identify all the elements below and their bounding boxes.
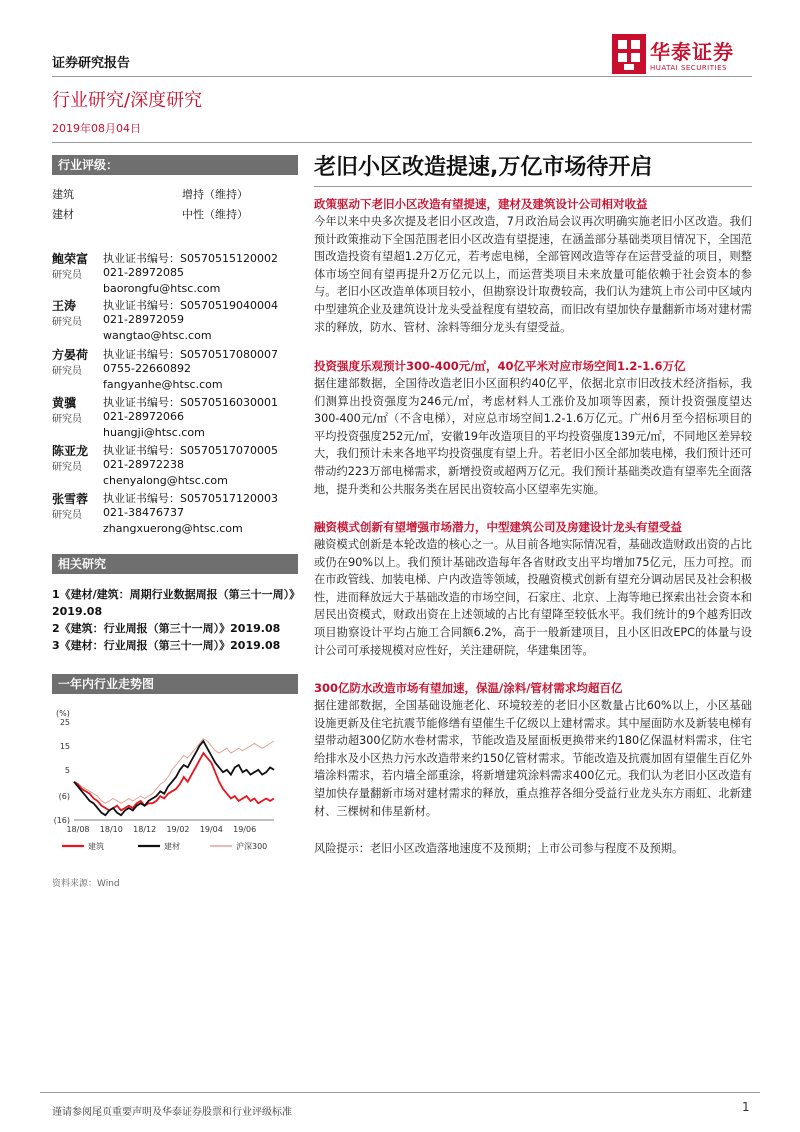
y-tick-label: 5 (64, 765, 70, 775)
analyst-phone: 021-28972066 (103, 410, 184, 423)
analyst-cert: 执业证书编号：S0570517070005 (103, 444, 278, 457)
risk-warning: 风险提示：老旧小区改造落地速度不及预期；上市公司参与程度不及预期。 (314, 842, 684, 855)
analyst-email[interactable]: huangji@htsc.com (103, 426, 205, 439)
rating-row (52, 206, 298, 224)
analyst-role: 研究员 (52, 366, 82, 377)
analyst-card (52, 250, 298, 298)
analyst-phone: 021-28972085 (103, 266, 184, 279)
analyst-role: 研究员 (52, 510, 82, 521)
analyst-phone: 021-28972059 (103, 313, 184, 326)
analyst-card (52, 394, 298, 442)
section-paragraph: 融资模式创新是本轮改造的核心之一。从目前各地实际情况看，基础改造财政出资的占比或仍在90%以上。我们预计基础改造每年各省财政支出平均增加75亿元，压力可控。而在市政管线、加装电梯、户内改造等领域，投融资模式创新有望充分调动居民及社会积极性，进而释放远大于基础改造的市场空间，石家庄、北京、上海等地已探索出社会资本和居民出资模式，财政出资在上述领域的占比有望降至较低水平。我们统计的9个越秀旧改项目勘察设计平均占施工合同额6.2%，高于一般新建项目，且小区旧改EPC的体量与设计公司可承接规模对应性好，关注建研院，华建集团等。 (314, 538, 752, 657)
trend-section-title: 一年内行业走势图 (52, 674, 298, 694)
x-tick-label: 19/06 (233, 825, 257, 834)
footer-divider (40, 1092, 760, 1093)
x-tick-label: 19/02 (166, 825, 190, 834)
related-section-title: 相关研究 (52, 554, 298, 574)
section-heading: 政策驱动下老旧小区改造有望提速，建材及建筑设计公司相对收益 (314, 197, 648, 211)
analyst-email[interactable]: fangyanhe@htsc.com (103, 378, 223, 391)
analyst-email[interactable]: wangtao@htsc.com (103, 329, 212, 342)
rating-industry: 建材 (52, 208, 74, 221)
analyst-name: 黄骥 (52, 396, 77, 410)
analyst-role: 研究员 (52, 462, 82, 473)
series-line-construction (74, 753, 274, 810)
analyst-cert: 执业证书编号：S0570517120003 (103, 492, 278, 505)
analyst-card (52, 442, 298, 490)
x-tick-label: 18/08 (66, 825, 90, 834)
report-category: 行业研究/深度研究 (52, 90, 203, 111)
legend-label: 建材 (164, 842, 180, 851)
related-item[interactable]: 2《建筑：行业周报（第三十一周）》2019.08 (52, 622, 281, 635)
rating-row (52, 186, 298, 204)
y-tick-label: 15 (59, 741, 70, 751)
related-item[interactable]: 3《建材：行业周报（第三十一周）》2019.08 (52, 639, 281, 652)
analyst-role: 研究员 (52, 317, 82, 328)
analyst-role: 研究员 (52, 414, 82, 425)
legend-label: 沪深300 (236, 842, 268, 851)
rating-industry: 建筑 (52, 188, 74, 201)
section-paragraph: 今年以来中央多次提及老旧小区改造，7月政治局会议再次明确实施老旧小区改造。我们预计政策推动下全国范围老旧小区改造有望提速，在涵盖部分基础类项目情况下，全国范围改造投资有望超1.2万亿元，若考虑电梯，全部管网改造等存在运营受益的项目，则整体市场空间有望再提升2万亿元以上，而运营类项目未来放量可能依赖于社会资本的参与。老旧小区改造单体项目较小，但勘察设计取费较高，我们认为建筑上市公司中区域内中型建筑企业及建筑设计龙头受益程度有望较高，而旧改有望加快存量翻新市场对建材需求的释放，防水、管材、涂料等细分龙头有望受益。 (314, 215, 752, 334)
analyst-email[interactable]: chenyalong@htsc.com (103, 474, 228, 487)
main-title: 老旧小区改造提速,万亿市场待开启 (314, 155, 653, 180)
y-axis-unit: (%) (56, 709, 70, 718)
analyst-name: 鲍荣富 (52, 252, 89, 266)
analyst-email[interactable]: baorongfu@htsc.com (103, 282, 221, 295)
title-divider (314, 186, 752, 187)
section-heading: 300亿防水改造市场有望加速，保温/涂料/管材需求均超百亿 (314, 681, 623, 695)
legend-label: 建筑 (88, 842, 104, 851)
huatai-logo-icon (612, 34, 646, 74)
rating-value: 增持（维持） (182, 188, 248, 201)
analyst-role: 研究员 (52, 270, 82, 281)
report-date: 2019年08月04日 (52, 122, 141, 135)
analyst-card (52, 297, 298, 345)
section-paragraph: 据住建部数据，全国待改造老旧小区面积约40亿平，依据北京市旧改技术经济指标，我们测算出投资强度为246元/㎡，考虑材料人工涨价及加项等因素，预计投资强度望达300-400元/㎡（不含电梯），对应总市场空间1.2-1.6万亿元。广州6月至今招标项目的平均投资强度252元/㎡，安徽19年改造项目的平均投资强度139元/㎡，不同地区差异较大，我们预计未来各地平均投资强度有望上升。若老旧小区全部加装电梯，我们预计还可带动约223万部电梯需求，新增投资或超两万亿元。我们预计基础类改造有望率先全面落地，提升类和公共服务类在居民出资较高小区望率先实施。 (314, 377, 752, 496)
y-tick-label: (6) (58, 792, 70, 802)
analyst-phone: 021-28972238 (103, 458, 184, 471)
industry-trend-chart (52, 704, 298, 864)
analyst-name: 方晏荷 (52, 348, 89, 362)
analyst-cert: 执业证书编号：S0570516030001 (103, 396, 278, 409)
analyst-name: 陈亚龙 (52, 444, 89, 458)
section-heading: 投资强度乐观预计300-400元/㎡，40亿平米对应市场空间1.2-1.6万亿 (314, 359, 686, 373)
analyst-name: 张雪蓉 (52, 492, 89, 506)
x-tick-label: 18/10 (99, 825, 123, 834)
page-number: 1 (742, 1100, 750, 1114)
section-heading: 融资模式创新有望增强市场潜力，中型建筑公司及房建设计龙头有望受益 (314, 520, 682, 534)
section-paragraph: 据住建部数据，全国基础设施老化、环境较差的老旧小区数量占比60%以上，小区基础设施更新及住宅抗震节能修缮有望催生千亿级以上建材需求。其中屋面防水及新装电梯有望带动超300亿防水卷材需求，节能改造及屋面板更换带来约180亿保温材料需求，住宅给排水及小区热力污水改造带来约150亿管材需求。节能改造及抗震加固有望催生百亿外墙涂料需求，若内墙全部重涂，将新增建筑涂料需求400亿元。我们认为老旧小区改造有望加快存量翻新市场对建材需求的释放，重点推荐各细分受益行业龙头东方雨虹、北新建材、三棵树和伟星新材。 (314, 699, 752, 818)
y-tick-label: 25 (59, 718, 70, 727)
analyst-card (52, 490, 298, 538)
analyst-email[interactable]: zhangxuerong@htsc.com (103, 522, 243, 535)
rating-value: 中性（维持） (182, 208, 248, 221)
x-tick-label: 18/12 (133, 825, 157, 834)
analyst-cert: 执业证书编号：S0570519040004 (103, 299, 278, 312)
analyst-phone: 021-38476737 (103, 506, 184, 519)
analyst-name: 王涛 (52, 299, 77, 313)
logo-name-en: HUATAI SECURITIES (650, 64, 727, 72)
analyst-phone: 0755-22660892 (103, 362, 191, 375)
chart-source: 资料来源：Wind (52, 879, 120, 889)
analyst-card (52, 346, 298, 394)
related-item[interactable]: 1《建材/建筑：周期行业数据周报（第三十一周）》2019.08 (52, 588, 295, 618)
header-divider-2 (52, 142, 752, 143)
x-tick-label: 19/04 (199, 825, 223, 834)
y-tick-label: (16) (53, 816, 70, 825)
rating-section-title: 行业评级： (52, 155, 298, 175)
report-label: 证券研究报告 (52, 56, 131, 71)
analyst-cert: 执业证书编号：S0570515120002 (103, 252, 278, 265)
series-line-materials (74, 741, 274, 815)
header-divider (52, 76, 752, 77)
analyst-cert: 执业证书编号：S0570517080007 (103, 348, 278, 361)
logo-name-cn: 华泰证券 (650, 40, 734, 64)
footer-disclaimer[interactable]: 谨请参阅尾页重要声明及华泰证券股票和行业评级标准 (52, 1107, 292, 1118)
